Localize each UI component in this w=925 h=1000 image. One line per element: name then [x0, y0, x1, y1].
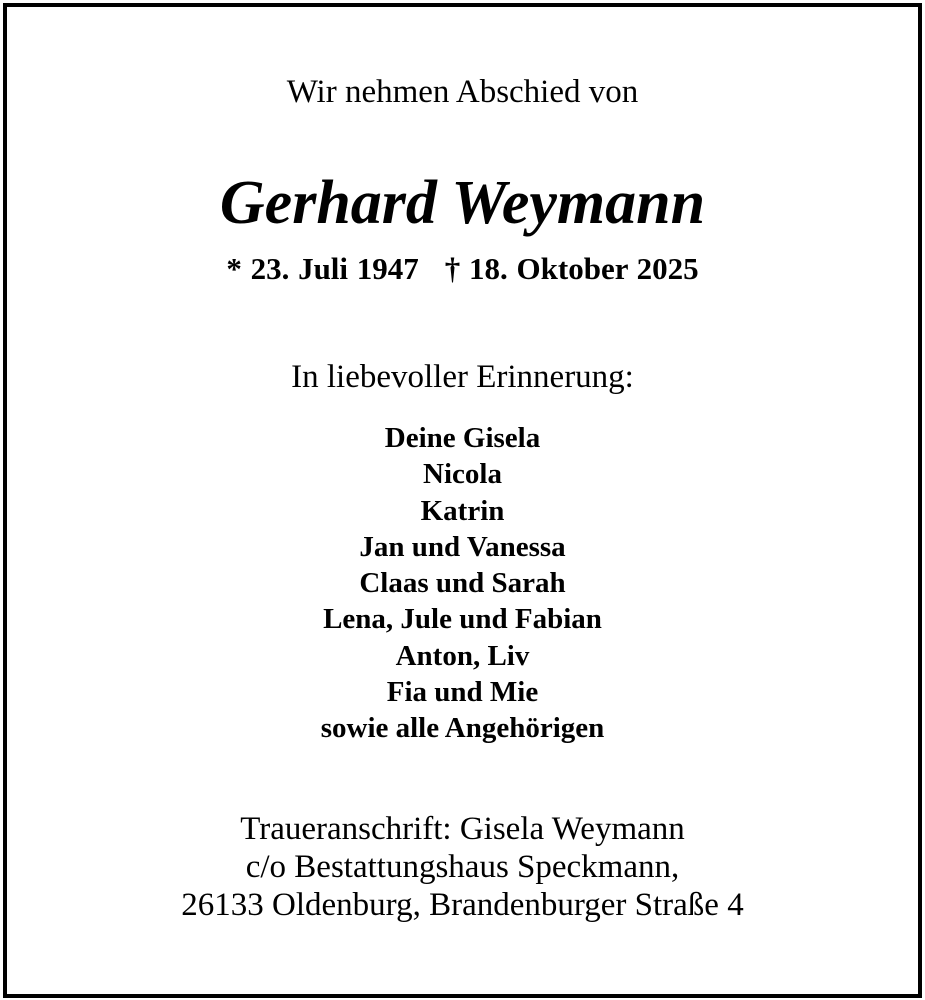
- mourner-item: Claas und Sarah: [359, 567, 566, 600]
- mourner-item: Katrin: [420, 494, 505, 527]
- birth-date: * 23. Juli 1947: [226, 251, 419, 286]
- mourner-item: Anton, Liv: [395, 639, 530, 672]
- intro-text: Wir nehmen Abschied von: [286, 74, 639, 110]
- mourner-item: sowie alle Angehörigen: [320, 712, 605, 745]
- mourner-item: Fia und Mie: [386, 676, 539, 709]
- mourner-item: Jan und Vanessa: [359, 530, 566, 563]
- memory-line: In liebevoller Erinnerung:: [291, 359, 634, 395]
- mourner-item: Lena, Jule und Fabian: [323, 603, 602, 636]
- address-line-1: Traueranschrift: Gisela Weymann: [240, 811, 685, 847]
- mourners-list: [0, 420, 925, 747]
- address-line-2: c/o Bestattungshaus Speckmann,: [245, 849, 680, 885]
- mourning-address: [0, 810, 925, 924]
- address-line-3: 26133 Oldenburg, Brandenburger Straße 4: [181, 887, 744, 923]
- deceased-name: Gerhard Weymann: [219, 169, 706, 237]
- life-dates: [0, 250, 925, 288]
- mourner-item: Nicola: [423, 458, 502, 491]
- mourner-item: Deine Gisela: [384, 422, 541, 454]
- death-date: † 18. Oktober 2025: [444, 251, 699, 286]
